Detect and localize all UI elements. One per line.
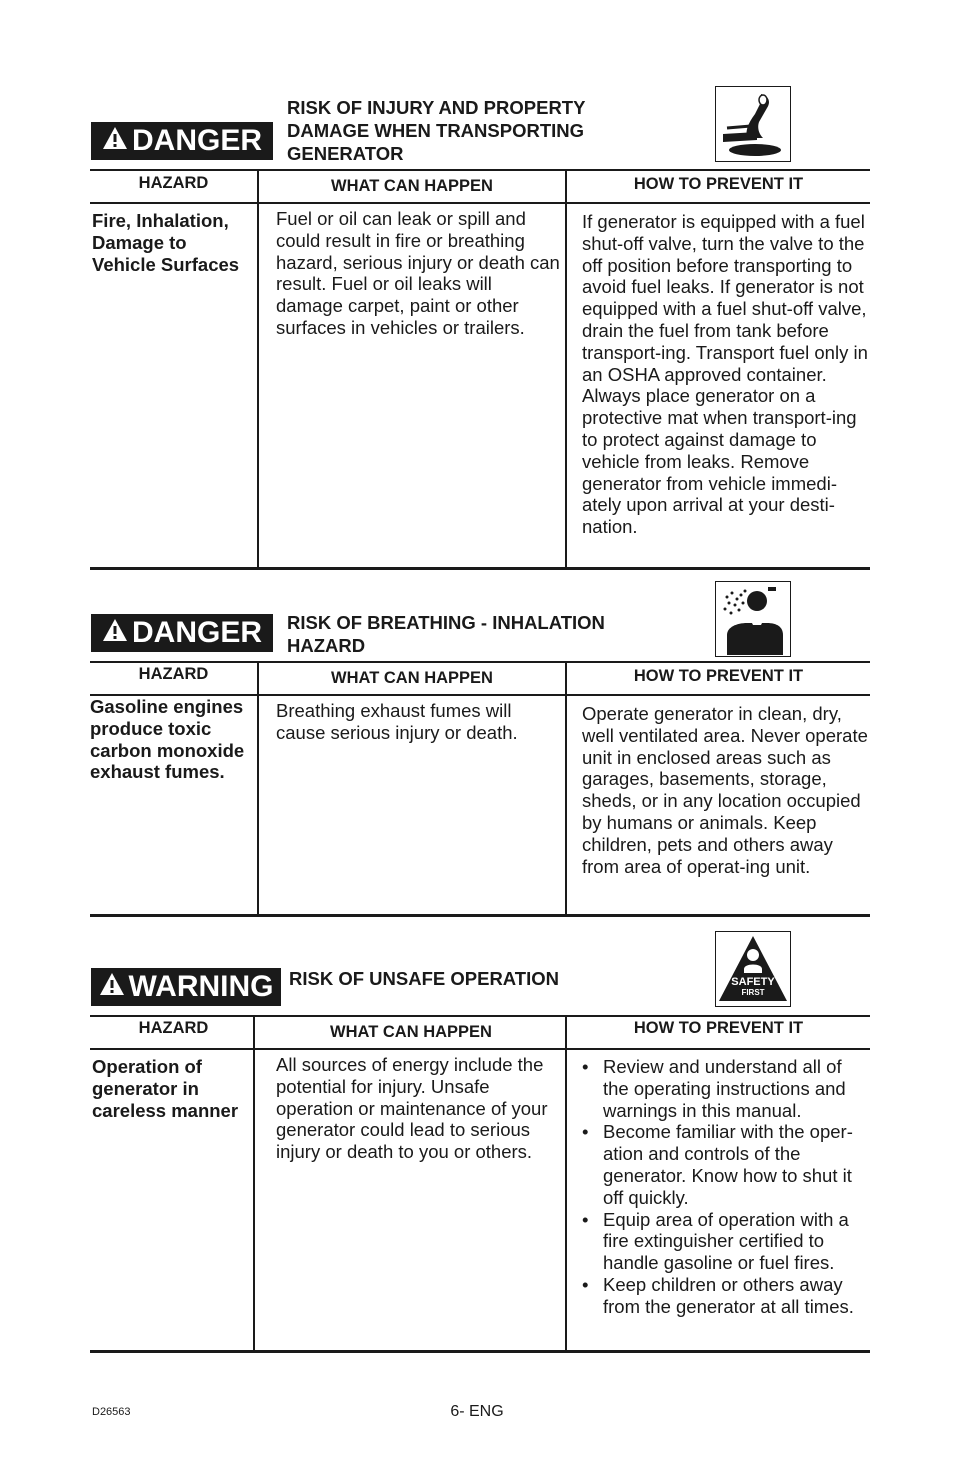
how-to-prevent-text: Operate generator in clean, dry, well ventilated area. Never operate unit in enclosed areas such as garages, basements, storage, sheds, or in any location occupied by humans or animals. Keep children, pets and others away from area of operat-ing unit. bbox=[582, 703, 868, 877]
prevent-bullet: • Keep children or others away from the generator at all times. bbox=[582, 1274, 868, 1318]
what-can-happen-text: All sources of energy include the potential for injury. Unsafe operation or maintenance of your generator could lead to serious injury or death to you or others. bbox=[276, 1054, 548, 1163]
warning-triangle-icon bbox=[102, 616, 128, 650]
header-hazard: HAZARD bbox=[138, 665, 209, 683]
safety-first-icon bbox=[715, 931, 791, 1007]
hazard-table bbox=[90, 1015, 870, 1355]
inhalation-hazard-icon bbox=[715, 581, 791, 657]
what-can-happen-text: Breathing exhaust fumes will cause serious injury or death. bbox=[276, 700, 518, 743]
warning-signal-label bbox=[91, 968, 281, 1006]
what-can-happen-text: Fuel or oil can leak or spill and could result in fire or breathing hazard, serious injury or death can result. Fuel or oil leaks will damage carpet, paint or other surfaces in vehicles or trailers. bbox=[276, 208, 560, 338]
how-to-prevent-text: If generator is equipped with a fuel shut-off valve, turn the valve to the off position before transporting to avoid fuel leaks. If generator is not equipped with a fuel shut-off valve, drain the fuel from tank before transport-ing. Transport fuel only in an OSHA approved container. Always place generator on a protective mat when transport-ing to protect against damage to vehicle from leaks. Remove generator from vehicle immedi-ately upon arrival at your desti-nation. bbox=[582, 211, 868, 538]
first-word: FIRST bbox=[741, 988, 765, 997]
signal-word: WARNING bbox=[128, 970, 274, 1003]
hazard-text: Gasoline engines produce toxic carbon monoxide exhaust fumes. bbox=[90, 696, 245, 783]
warning-triangle-icon bbox=[99, 970, 125, 1004]
hazard-text: Fire, Inhalation, Damage to Vehicle Surfaces bbox=[92, 210, 240, 275]
prevent-bullet: • Become familiar with the oper-ation and controls of the generator. Know how to shut it off quickly. bbox=[582, 1121, 868, 1208]
prevent-bullet: • Equip area of operation with a fire extinguisher certified to handle gasoline or fuel fires. bbox=[582, 1209, 868, 1274]
header-hazard: HAZARD bbox=[138, 1019, 209, 1037]
risk-title: RISK OF BREATHING - INHALATION HAZARD bbox=[287, 612, 605, 656]
header-how-to-prevent: HOW TO PREVENT IT bbox=[633, 1019, 804, 1037]
header-hazard: HAZARD bbox=[138, 174, 209, 192]
hazard-table bbox=[90, 169, 870, 571]
risk-title: RISK OF UNSAFE OPERATION bbox=[289, 968, 559, 989]
header-what-can-happen: WHAT CAN HAPPEN bbox=[331, 669, 493, 687]
header-how-to-prevent: HOW TO PREVENT IT bbox=[633, 667, 804, 685]
risk-title: RISK OF INJURY AND PROPERTY DAMAGE WHEN TRANSPORTING GENERATOR bbox=[287, 97, 586, 164]
header-what-can-happen: WHAT CAN HAPPEN bbox=[331, 177, 493, 195]
page-number: 6- ENG bbox=[450, 1403, 504, 1420]
fuel-spill-icon bbox=[715, 86, 791, 162]
hazard-text: Operation of generator in careless manner bbox=[92, 1056, 239, 1121]
how-to-prevent-list bbox=[582, 1056, 868, 1318]
warning-triangle-icon bbox=[102, 124, 128, 158]
danger-signal-label bbox=[91, 614, 273, 652]
prevent-bullet: • Review and understand all of the operating instructions and warnings in this manual. bbox=[582, 1056, 868, 1121]
hazard-table bbox=[90, 661, 870, 919]
header-how-to-prevent: HOW TO PREVENT IT bbox=[633, 175, 804, 193]
safety-word: SAFETY bbox=[731, 976, 775, 988]
signal-word: DANGER bbox=[131, 616, 262, 649]
document-number: D26563 bbox=[92, 1406, 131, 1418]
signal-word: DANGER bbox=[131, 124, 262, 157]
danger-signal-label bbox=[91, 122, 273, 160]
header-what-can-happen: WHAT CAN HAPPEN bbox=[330, 1023, 492, 1041]
